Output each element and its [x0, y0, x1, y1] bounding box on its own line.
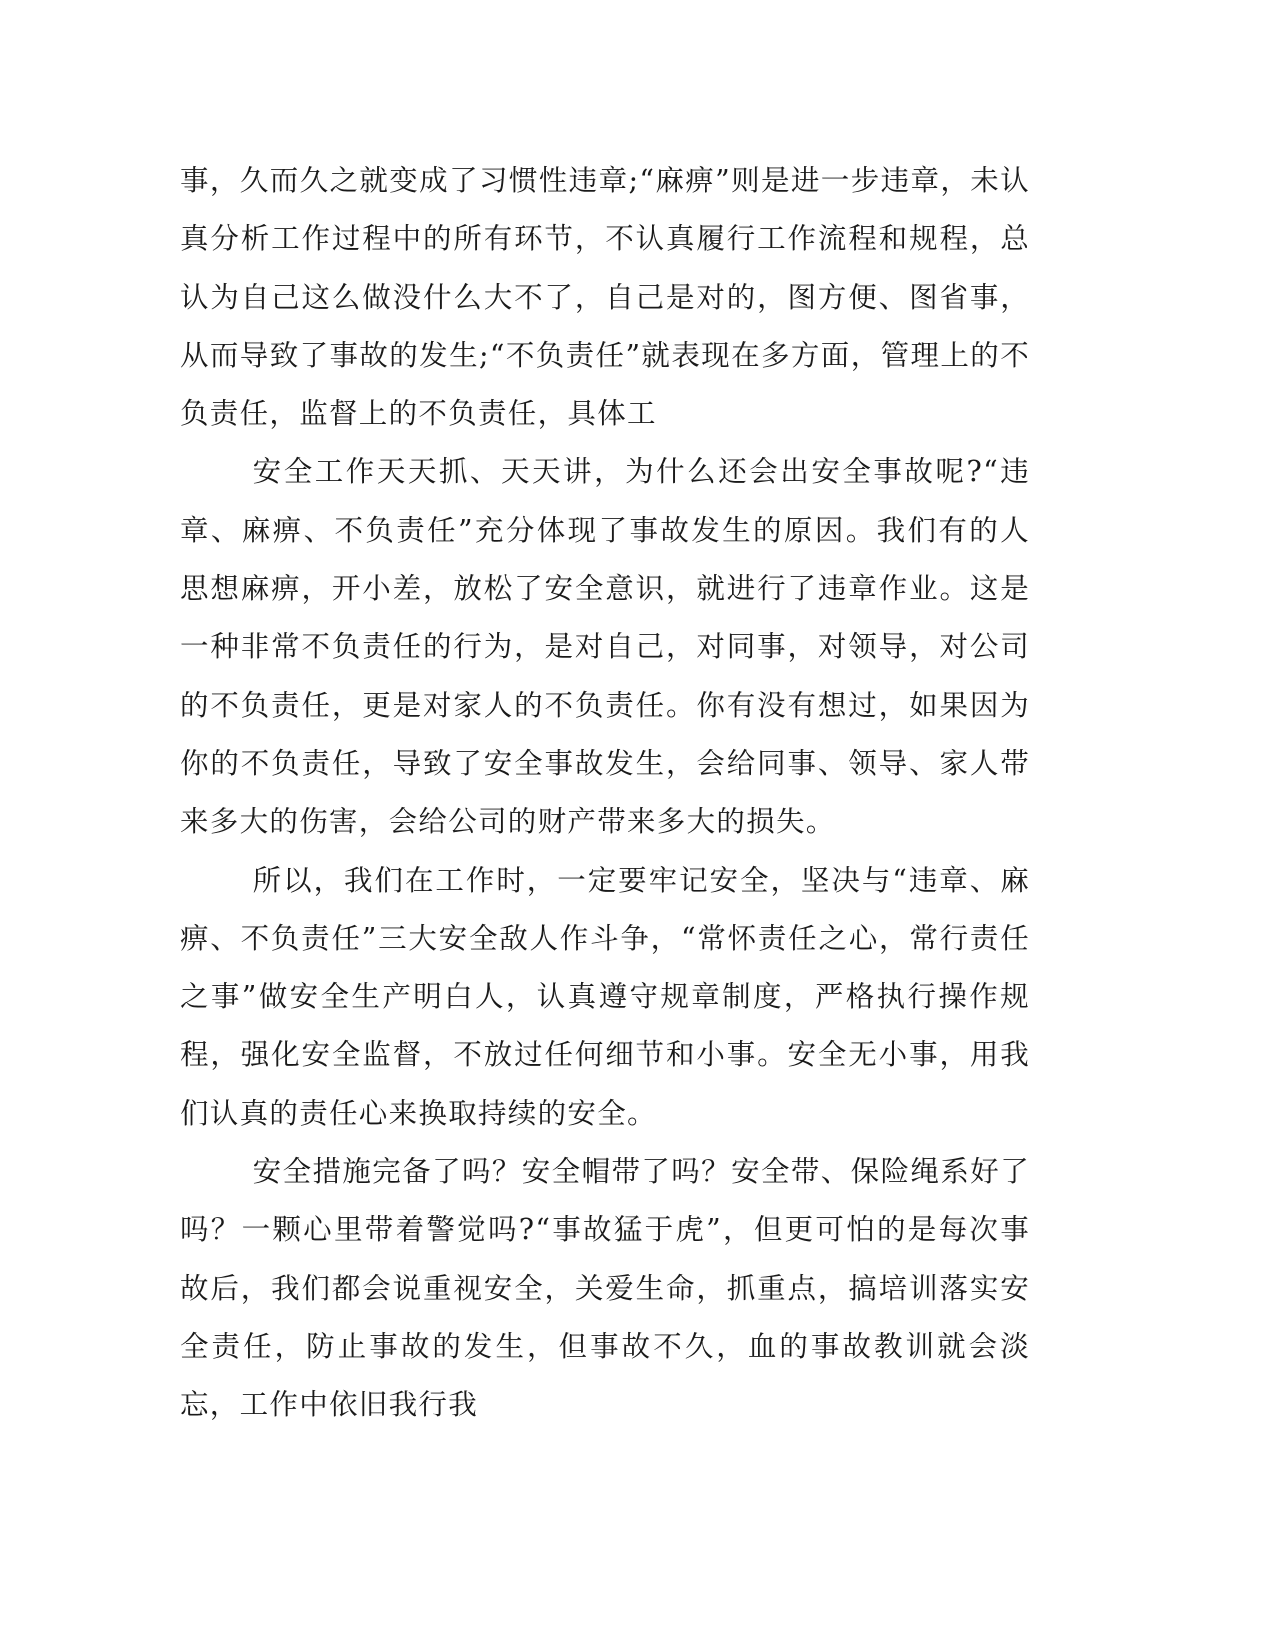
- paragraph-3: 所以，我们在工作时，一定要牢记安全，坚决与“违章、麻痹、不负责任”三大安全敌人作斗争，“常怀责任之心，常行责任之事”做安全生产明白人，认真遵守规章制度，严格执行操作规程，强化安全监督，不放过任何细节和小事。安全无小事，用我们认真的责任心来换取持续的安全。: [180, 863, 1030, 1130]
- paragraph-1: 事，久而久之就变成了习惯性违章;“麻痹”则是进一步违章，未认真分析工作过程中的所有环节，不认真履行工作流程和规程，总认为自己这么做没什么大不了，自己是对的，图方便、图省事，从而导致了事故的发生;“不负责任”就表现在多方面，管理上的不负责任，监督上的不负责任，具体工: [180, 164, 1030, 431]
- paragraph-4: 安全措施完备了吗？安全帽带了吗？安全带、保险绳系好了吗？一颗心里带着警觉吗?“事故猛于虎”，但更可怕的是每次事故后，我们都会说重视安全，关爱生命，抓重点，搞培训落实安全责任，防止事故的发生，但事故不久，血的事故教训就会淡忘，工作中依旧我行我: [180, 1155, 1030, 1422]
- paragraph-2: 安全工作天天抓、天天讲，为什么还会出安全事故呢?“违章、麻痹、不负责任”充分体现了事故发生的原因。我们有的人思想麻痹，开小差，放松了安全意识，就进行了违章作业。这是一种非常不负责任的行为，是对自己，对同事，对领导，对公司的不负责任，更是对家人的不负责任。你有没有想过，如果因为你的不负责任，导致了安全事故发生，会给同事、领导、家人带来多大的伤害，会给公司的财产带来多大的损失。: [180, 455, 1030, 839]
- document-body: [180, 152, 1030, 1435]
